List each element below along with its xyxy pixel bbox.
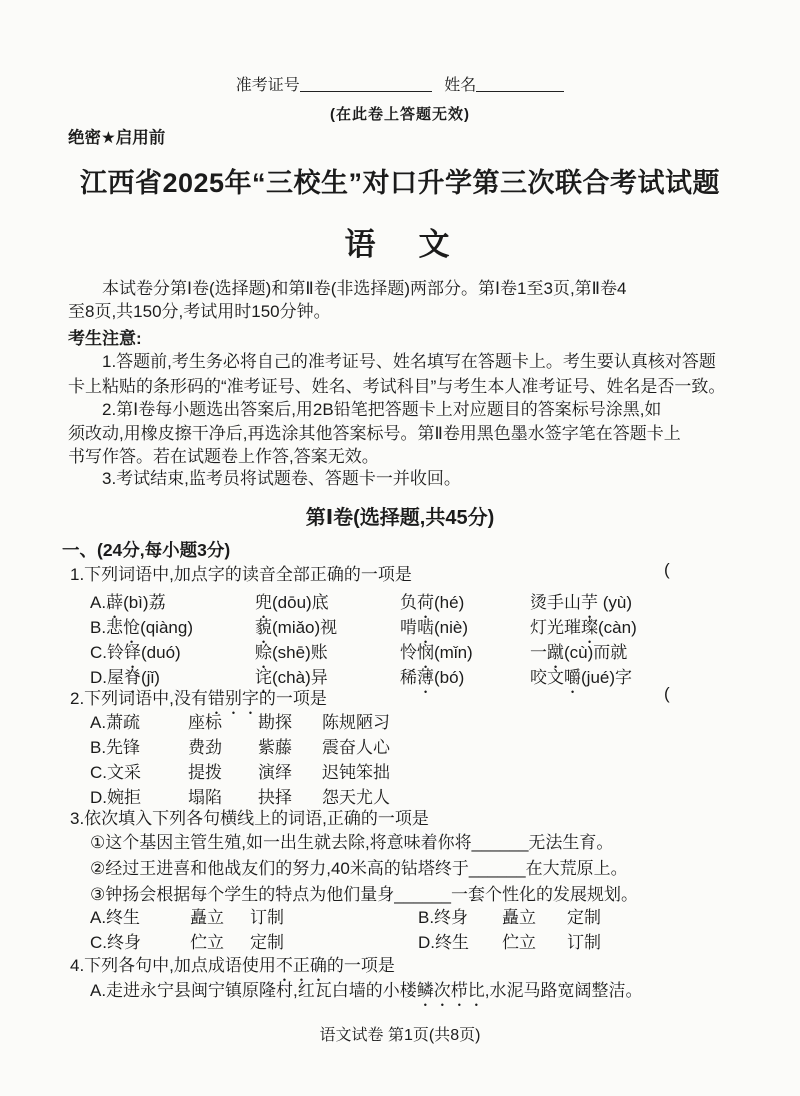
option-cell: 塌陷 (188, 788, 222, 807)
text-line: 1.答题前,考生务必将自己的准考证号、姓名填写在答题卡上。考生要认真核对答题 (102, 352, 716, 371)
intro-paragraph (68, 277, 732, 323)
text-line: 本试卷分第Ⅰ卷(选择题)和第Ⅱ卷(非选择题)两部分。第Ⅰ卷1至3页,第Ⅱ卷4 (102, 279, 627, 298)
option-cell: 咬文嚼(jué)字 (530, 668, 633, 687)
question-1-answer-bracket: ( (664, 560, 670, 579)
option-row (0, 733, 800, 758)
question-3-stem: 3.依次填入下列各句横线上的词语,正确的一项是 (70, 809, 429, 828)
option-cell: B.终身 (418, 908, 469, 927)
invalid-note: (在此卷上答题无效) (330, 106, 470, 123)
text-line: ①这个基因主管生殖,如一出生就去除,将意味着你将______无法生育。 (90, 833, 614, 852)
option-cell: 稀薄(bó) (400, 668, 465, 687)
text-line: ③钟扬会根据每个学生的特点为他们量身______一套个性化的发展规划。 (90, 885, 638, 904)
option-cell: C.铃铎(duó) (90, 643, 181, 662)
question-3-options (0, 903, 800, 953)
option-cell: 提拨 (188, 763, 222, 782)
notice-item-2 (68, 398, 736, 469)
exam-title: 江西省2025年“三校生”对口升学第三次联合考试试题 (79, 168, 721, 198)
question-4-options (0, 976, 800, 1001)
notice-item-3 (68, 467, 736, 490)
notice-item-1 (68, 349, 736, 399)
question-4-stem: 4.下列各句中,加点成语使用不正确的一项是 (70, 956, 395, 975)
option-cell: D.屋脊(jǐ) (90, 668, 160, 687)
section-title: 第Ⅰ卷(选择题,共45分) (305, 507, 495, 529)
option-cell: 紫藤 (258, 738, 292, 757)
option-row (0, 903, 800, 928)
option-cell: 一蹴(cù)而就 (530, 643, 628, 662)
option-row (0, 976, 800, 1001)
option-cell: B.悲怆(qiàng) (90, 618, 193, 637)
option-cell: 怜悯(mǐn) (400, 643, 473, 662)
option-cell: 矗立 (190, 908, 224, 927)
option-cell: 抉择 (258, 788, 292, 807)
option-cell: 伫立 (190, 933, 224, 952)
option-cell: A.终生 (90, 908, 141, 927)
option-cell: B.先锋 (90, 738, 141, 757)
text-line: 卡上粘贴的条形码的“准考证号、姓名、考试科目”与考生本人准考证号、姓名是否一致。 (68, 377, 726, 396)
question-1-options (0, 588, 800, 688)
question-2-answer-bracket: ( (664, 684, 670, 703)
option-cell: 演绎 (258, 763, 292, 782)
option-row (0, 613, 800, 638)
option-row (0, 708, 800, 733)
question-2-options (0, 708, 800, 808)
option-cell: 赊(shē)账 (255, 643, 328, 662)
option-row (0, 638, 800, 663)
option-cell: C.终身 (90, 933, 141, 952)
text-line: 须改动,用橡皮擦干净后,再选涂其他答案标号。第Ⅱ卷用黑色墨水签字笔在答题卡上 (68, 423, 681, 443)
text-line: 至8页,共150分,考试用时150分钟。 (68, 302, 331, 321)
option-cell: 烫手山芋 (yù) (530, 593, 632, 612)
text-line: 书写作答。若在试题卷上作答,答案无效。 (68, 447, 379, 466)
secret-label: 绝密★启用前 (68, 129, 166, 147)
option-cell: 诧(chà)异 (255, 668, 328, 687)
name-blank (476, 76, 564, 92)
text-line: ②经过王进喜和他战友们的努力,40米高的钻塔终于______在大荒原上。 (90, 859, 628, 878)
subject-title: 语 文 (344, 227, 456, 262)
notice-title: 考生注意: (68, 329, 142, 348)
option-cell: 藐(miǎo)视 (255, 618, 338, 637)
option-cell: 陈规陋习 (322, 713, 390, 732)
question-3-sentences (90, 830, 770, 908)
option-cell: C.文采 (90, 763, 141, 782)
option-row (0, 758, 800, 783)
exam-no-label: 准考证号 (235, 77, 300, 94)
option-cell: 迟钝笨拙 (322, 763, 390, 782)
option-cell: D.婉拒 (90, 788, 141, 807)
option-cell: 定制 (250, 933, 284, 952)
option-cell: A.萧疏 (90, 713, 141, 732)
text-line: 3.考试结束,监考员将试题卷、答题卡一并收回。 (102, 469, 461, 488)
option-cell: D.终生 (418, 933, 469, 952)
option-cell: 定制 (567, 908, 601, 927)
option-cell: 费劲 (188, 738, 222, 757)
option-cell: 订制 (250, 908, 284, 927)
option-cell: 订制 (567, 933, 601, 952)
option-cell: A.走进永宁县闽宁镇原隆村,红瓦白墙的小楼鳞次栉比,水泥马路宽阔整洁。 (90, 981, 643, 1000)
question-2-stem: 2.下列词语中,没有错别字的一项是 (70, 689, 327, 708)
option-cell: 兜(dōu)底 (255, 593, 329, 612)
exam-no-blank (300, 76, 432, 92)
option-cell: A.薜(bì)荔 (90, 593, 166, 612)
option-cell: 灯光璀璨(càn) (530, 618, 637, 637)
option-cell: 座标 (188, 713, 222, 732)
question-1-stem: 1.下列词语中,加点字的读音全部正确的一项是 (70, 565, 412, 584)
option-cell: 怨天尤人 (322, 788, 390, 807)
option-cell: 震奋人心 (322, 738, 390, 757)
part-heading: 一、(24分,每小题3分) (62, 540, 231, 560)
page-footer: 语文试卷 第1页(共8页) (319, 1027, 481, 1044)
option-row (0, 588, 800, 613)
option-cell: 负荷(hé) (400, 593, 465, 612)
option-cell: 矗立 (502, 908, 536, 927)
option-cell: 啃啮(niè) (400, 618, 469, 637)
option-cell: 伫立 (502, 933, 536, 952)
name-label: 姓名 (444, 77, 477, 94)
registration-line (0, 72, 800, 95)
text-line: 2.第Ⅰ卷每小题选出答案后,用2B铅笔把答题卡上对应题目的答案标号涂黑,如 (102, 400, 662, 419)
option-row (0, 928, 800, 953)
option-cell: 勘探 (258, 713, 292, 732)
